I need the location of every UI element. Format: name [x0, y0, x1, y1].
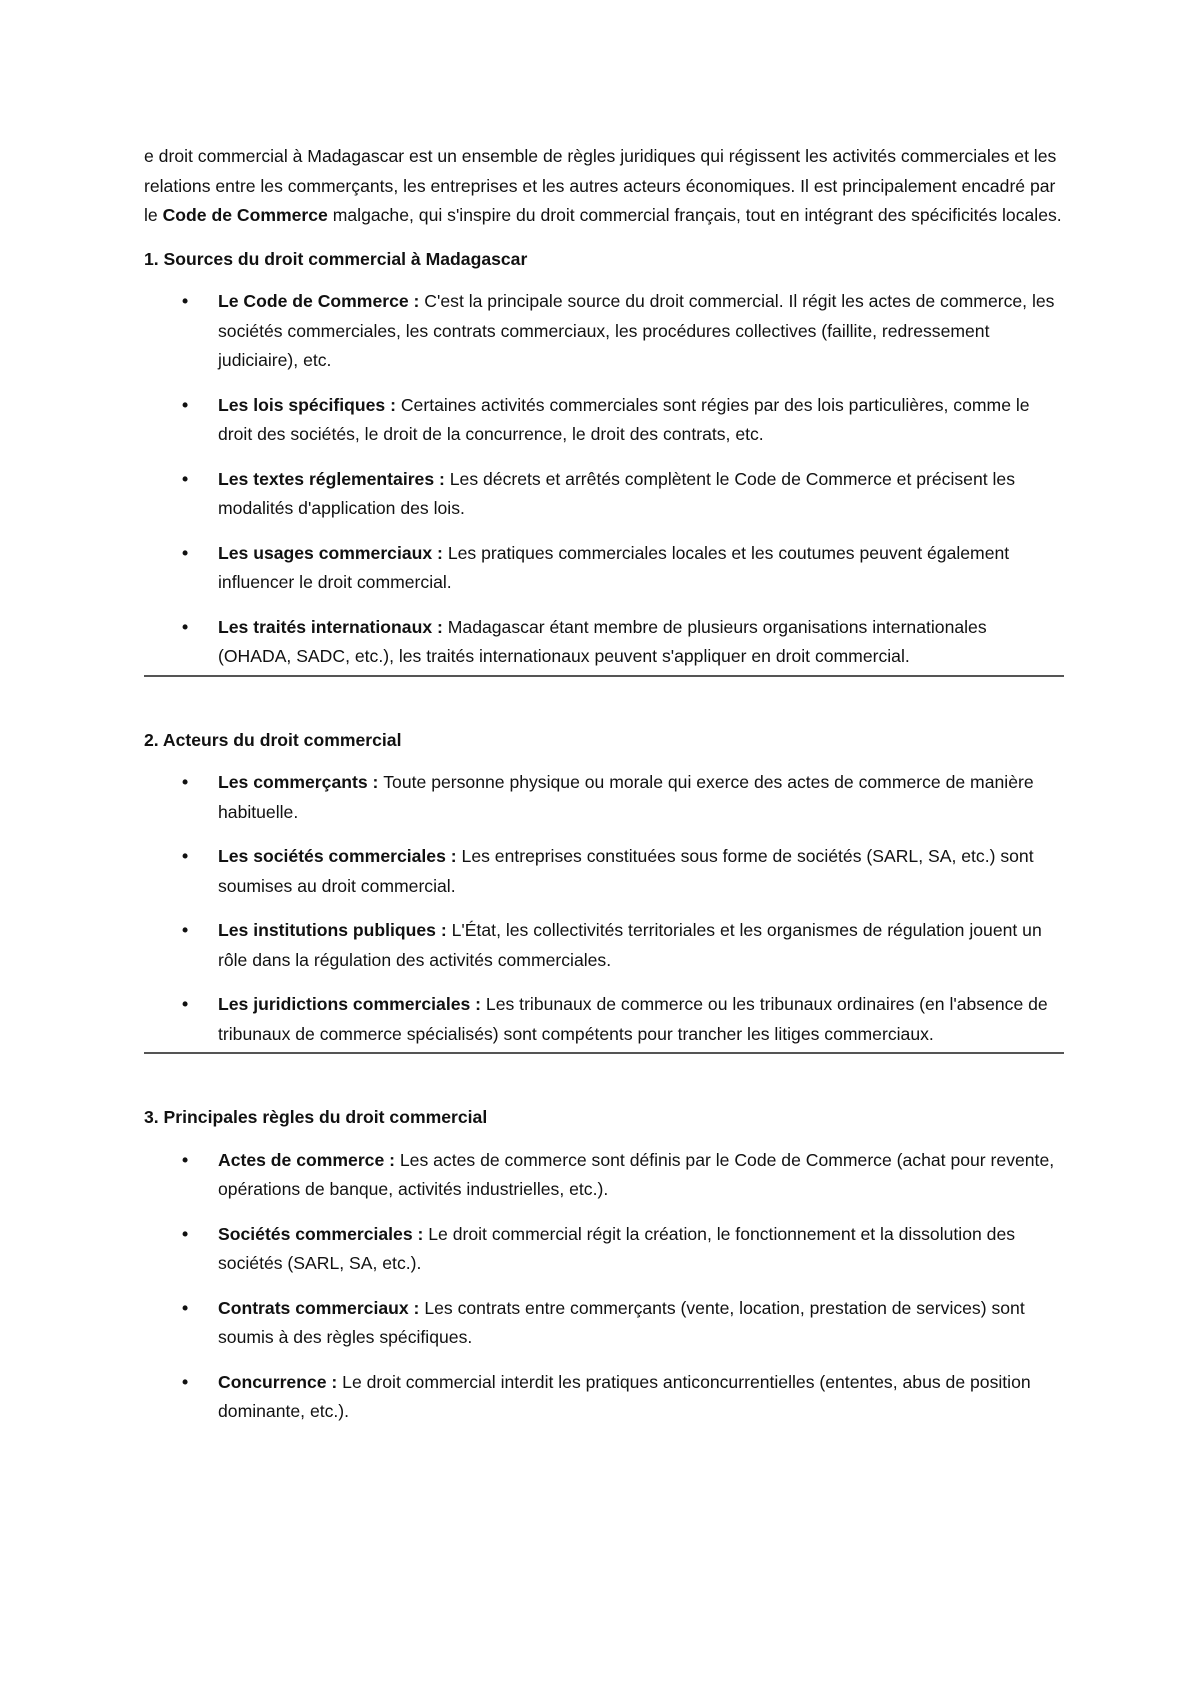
list-item — [144, 539, 1064, 598]
item-text: L'État, les collectivités territoriales et les organismes de régulation jouent un rôle dans la régulation des activités commerciales. — [218, 920, 1042, 970]
item-term: Les institutions publiques — [218, 920, 436, 940]
intro-bold-code: Code de Commerce — [162, 205, 328, 225]
section-2-title: 2. Acteurs du droit commercial — [144, 729, 402, 750]
bullet-icon: • — [182, 616, 189, 637]
item-separator: : — [384, 1149, 400, 1170]
item-text: Madagascar étant membre de plusieurs organisations internationales (OHADA, SADC, etc.), les traités internationaux peuvent s'appliquer en droit commercial. — [218, 616, 987, 666]
bullet-icon: • — [182, 394, 189, 415]
item-text: Les entreprises constituées sous forme de sociétés (SARL, SA, etc.) sont soumises au droit commercial. — [218, 846, 1034, 896]
spacer — [144, 677, 1064, 726]
bullet-icon: • — [182, 1149, 189, 1170]
bullet-icon: • — [182, 1297, 189, 1318]
list-item — [144, 391, 1064, 450]
item-separator: : — [408, 1297, 425, 1318]
bullet-icon: • — [182, 846, 189, 866]
bullet-icon: • — [182, 1371, 189, 1392]
item-term: Les textes réglementaires — [218, 468, 435, 489]
item-separator: : — [445, 846, 462, 866]
list-item — [144, 613, 1064, 672]
intro-paragraph — [144, 142, 1064, 231]
section-3-title: 3. Principales règles du droit commercial — [144, 1107, 488, 1127]
list-item — [144, 287, 1064, 376]
list-item — [144, 1294, 1064, 1353]
item-term: Contrats commerciaux — [218, 1297, 409, 1318]
intro-text-start: e droit commercial à Madagascar est un ensemble de règles juridiques qui régissent les activités commerciales et les relations entre les commerçants, les entreprises et les autres acteurs économiques. Il est principalement encadré par le — [144, 146, 1057, 225]
item-text: Les pratiques commerciales locales et les coutumes peuvent également influencer le droit commercial. — [218, 542, 1010, 592]
item-separator: : — [412, 1223, 429, 1244]
item-text: Le droit commercial interdit les pratiques anticoncurrentielles (ententes, abus de position dominante, etc.). — [218, 1371, 1031, 1421]
item-text: Les tribunaux de commerce ou les tribunaux ordinaires (en l'absence de tribunaux de commerce spécialisés) sont compétents pour trancher les litiges commerciaux. — [218, 994, 1048, 1044]
bullet-icon: • — [182, 920, 189, 940]
item-separator: : — [326, 1371, 343, 1392]
item-term: Le Code de Commerce — [218, 291, 409, 311]
item-term: Les usages commerciaux — [218, 542, 433, 563]
item-text: Les contrats entre commerçants (vente, location, prestation de services) sont soumis à des règles spécifiques. — [218, 1297, 1025, 1347]
list-item — [144, 1368, 1064, 1427]
item-term: Les juridictions commerciales — [218, 994, 471, 1014]
item-separator: : — [432, 616, 448, 637]
list-item — [144, 990, 1064, 1049]
item-term: Concurrence — [218, 1371, 327, 1392]
item-separator: : — [435, 920, 452, 940]
list-item — [144, 916, 1064, 975]
item-text: C'est la principale source du droit commercial. Il régit les actes de commerce, les sociétés commerciales, les contrats commerciaux, les procédures collectives (faillite, redressement judiciaire), etc. — [218, 291, 1055, 370]
item-separator: : — [470, 994, 486, 1014]
item-separator: : — [434, 468, 450, 489]
section-1-title: 1. Sources du droit commercial à Madagascar — [144, 248, 528, 269]
item-separator: : — [408, 291, 425, 311]
item-text: Les actes de commerce sont définis par le Code de Commerce (achat pour revente, opérations de banque, activités industrielles, etc.). — [218, 1149, 1055, 1199]
bullet-icon: • — [182, 772, 189, 792]
intro-text-end: malgache, qui s'inspire du droit commercial français, tout en intégrant des spécificités locales. — [327, 205, 1062, 225]
list-item — [144, 842, 1064, 901]
list-item — [144, 465, 1064, 524]
item-separator: : — [385, 394, 401, 415]
item-term: Les traités internationaux — [218, 616, 433, 637]
item-separator: : — [432, 542, 448, 563]
item-term: Les commerçants — [218, 772, 368, 792]
item-term: Les lois spécifiques — [218, 394, 386, 415]
item-term: Sociétés commerciales — [218, 1223, 413, 1244]
bullet-icon: • — [182, 542, 189, 563]
bullet-icon: • — [182, 994, 189, 1014]
item-separator: : — [367, 772, 384, 792]
section-1-list — [144, 287, 1064, 672]
item-text: Certaines activités commerciales sont régies par des lois particulières, comme le droit des sociétés, le droit de la concurrence, le droit des contrats, etc. — [218, 394, 1030, 444]
document-content — [144, 142, 1064, 1427]
item-text: Les décrets et arrêtés complètent le Code de Commerce et précisent les modalités d'application des lois. — [218, 468, 1015, 518]
item-text: Le droit commercial régit la création, le fonctionnement et la dissolution des sociétés (SARL, SA, etc.). — [218, 1223, 1016, 1273]
list-item — [144, 1146, 1064, 1205]
list-item — [144, 1220, 1064, 1279]
spacer — [144, 1054, 1064, 1103]
bullet-icon: • — [182, 468, 189, 489]
section-2-list — [144, 768, 1064, 1049]
bullet-icon: • — [182, 1223, 189, 1244]
section-3-list — [144, 1146, 1064, 1427]
bullet-icon: • — [182, 291, 189, 311]
list-item — [144, 768, 1064, 827]
item-text: Toute personne physique ou morale qui exerce des actes de commerce de manière habituelle. — [218, 772, 1034, 822]
item-term: Les sociétés commerciales — [218, 846, 446, 866]
item-term: Actes de commerce — [218, 1149, 385, 1170]
